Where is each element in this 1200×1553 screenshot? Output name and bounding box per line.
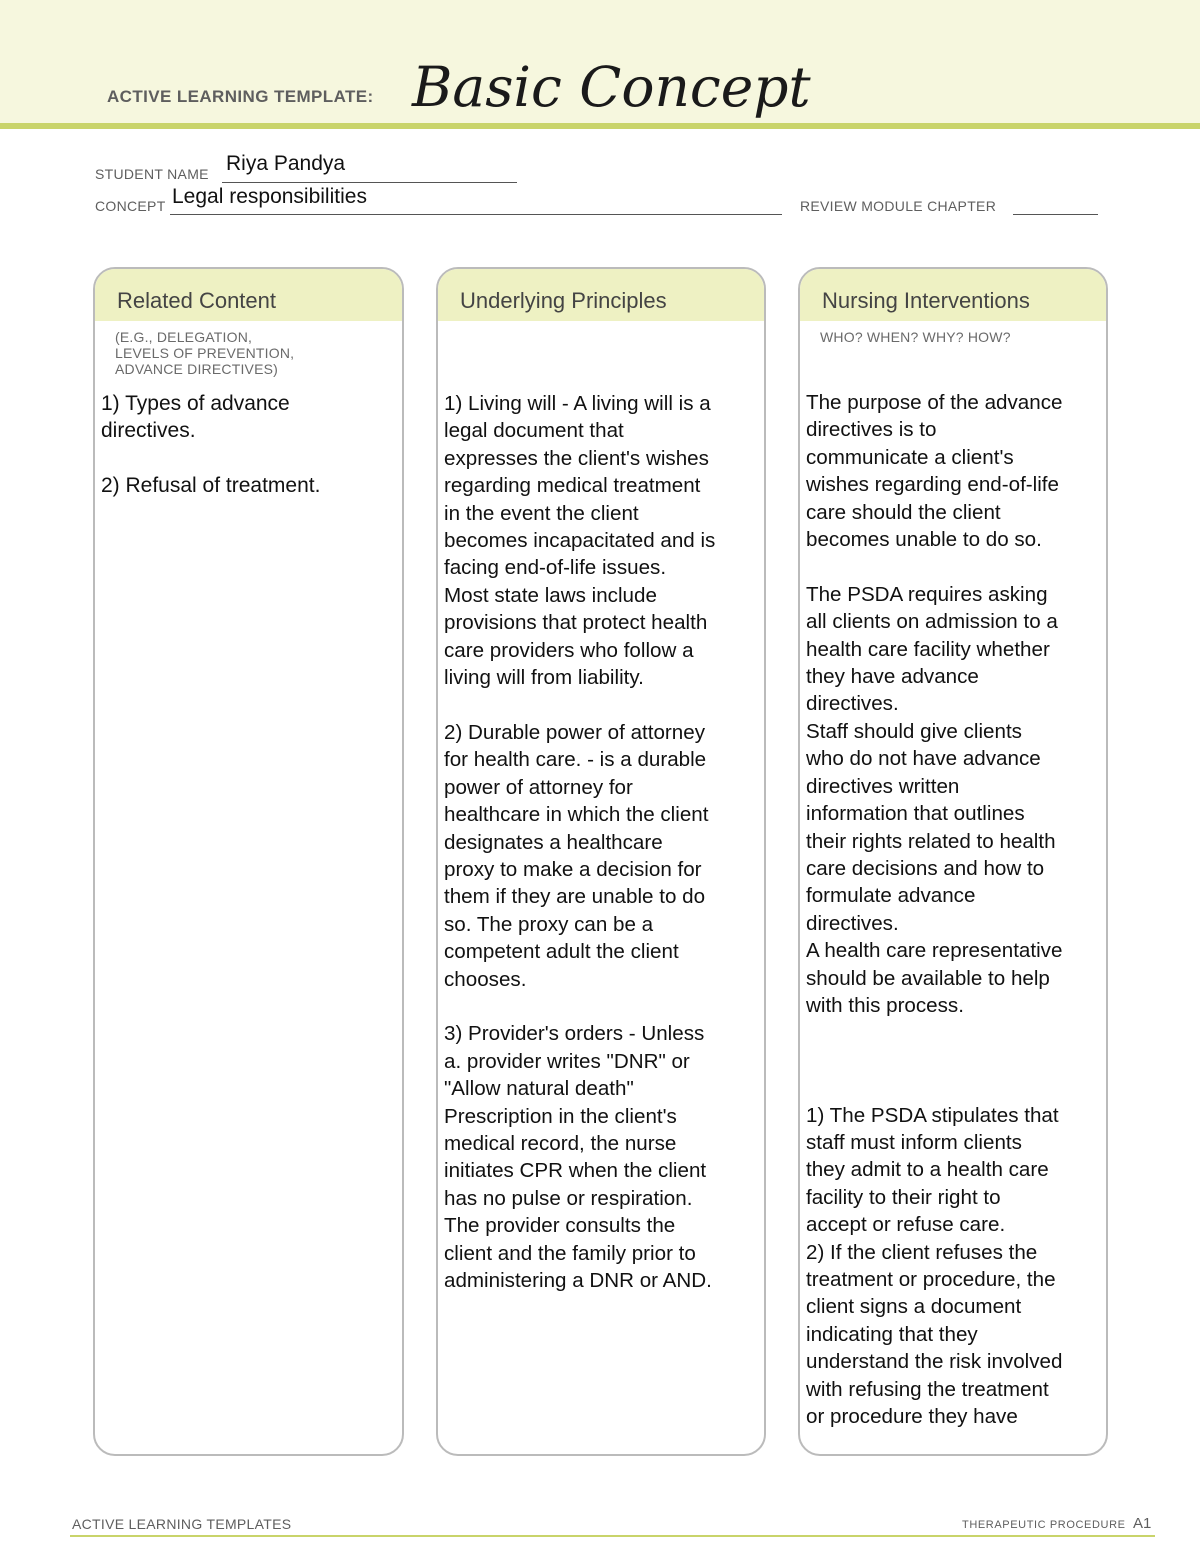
student-name-field[interactable]: Riya Pandya [226,152,346,175]
nursing-interventions-header [800,269,1106,321]
review-module-field[interactable] [1013,214,1098,215]
related-content-text[interactable]: 1) Types of advance directives. 2) Refusal of treatment. [101,392,321,498]
template-title: Basic Concept [412,55,811,119]
footer-procedure-label: THERAPEUTIC PROCEDURE [962,1519,1126,1531]
student-name-label: STUDENT NAME [95,166,209,182]
related-content-subtitle: (E.G., DELEGATION, LEVELS OF PREVENTION, ADVANCE DIRECTIVES) [115,329,295,377]
nursing-interventions-panel [798,267,1108,1456]
concept-field[interactable]: Legal responsibilities [172,185,367,208]
concept-line [170,214,782,215]
nursing-interventions-subtitle: WHO? WHEN? WHY? HOW? [820,329,1011,345]
underlying-principles-title: Underlying Principles [460,288,667,313]
footer-templates-label: ACTIVE LEARNING TEMPLATES [72,1516,292,1532]
underlying-principles-header [438,269,764,321]
related-content-panel [93,267,404,1456]
student-name-line [222,182,517,183]
footer-page-code: A1 [1133,1515,1152,1532]
underlying-principles-panel [436,267,766,1456]
footer-divider [70,1535,1155,1537]
concept-label: CONCEPT [95,198,166,214]
nursing-interventions-title: Nursing Interventions [822,288,1030,313]
related-content-title: Related Content [117,288,276,313]
template-label: ACTIVE LEARNING TEMPLATE: [107,87,374,106]
related-content-header [95,269,402,321]
nursing-interventions-text[interactable]: The purpose of the advance directives is to communicate a client's wishes regarding end-of-life care should the client becomes unable to do so. The PSDA requires asking all clients on admission to a health care facility whether they have advance directives. Staff should give clients who do not have advance directives written information that outlines their rights related to health care decisions and how to formulate advance directives. A health care representative should be available to help with this process. 1) The PSDA stipulates that staff must inform clients they admit to a health care facility to their right to accept or refuse care. 2) If the client refuses the treatment or procedure, the client signs a document indicating that they understand the risk involved with refusing the treatment or procedure they have [806,391,1063,1429]
review-module-label: REVIEW MODULE CHAPTER [800,198,997,214]
template-header [0,0,1200,129]
underlying-principles-text[interactable]: 1) Living will - A living will is a legal document that expresses the client's wishes regarding medical treatment in the event the client becomes incapacitated and is facing end-of-life issues. Most state laws include provisions that protect health care providers who follow a living will from liability. 2) Durable power of attorney for health care. - is a durable power of attorney for healthcare in which the client designates a healthcare proxy to make a decision for them if they are unable to do so. The proxy can be a competent adult the client chooses. 3) Provider's orders - Unless a. provider writes "DNR" or "Allow natural death" Prescription in the client's medical record, the nurse initiates CPR when the client has no pulse or respiration. The provider consults the client and the family prior to administering a DNR or AND. [444,392,716,1292]
